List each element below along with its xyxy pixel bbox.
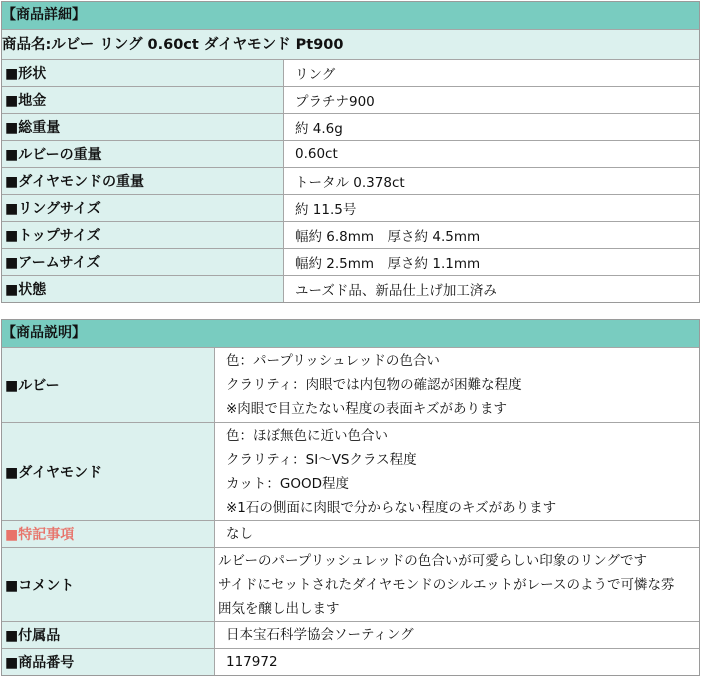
detail-label: ■アームサイズ	[2, 249, 284, 275]
description-row-ruby	[2, 347, 699, 422]
detail-row-arm-size	[2, 248, 699, 275]
description-label-special: ■特記事項	[2, 521, 215, 547]
detail-value: 幅約 6.8mm 厚さ約 4.5mm	[295, 229, 481, 245]
description-value	[215, 622, 699, 648]
description-line: 117972	[226, 654, 278, 670]
detail-row-shape	[2, 59, 699, 86]
description-line: ※1石の側面に肉眼で分からない程度のキズがあります	[226, 499, 557, 516]
detail-value: リング	[295, 67, 336, 83]
description-label: ■商品番号	[2, 649, 215, 675]
description-value	[215, 649, 699, 675]
product-details-table	[1, 1, 700, 303]
description-row-comment	[2, 547, 699, 621]
detail-row-diamond-weight	[2, 167, 699, 194]
detail-row-condition	[2, 275, 699, 302]
description-row-diamond	[2, 422, 699, 520]
description-line: ※肉眼で目立たない程度の表面キズがあります	[226, 401, 508, 417]
description-line: 囲気を醸し出します	[218, 600, 340, 617]
description-value	[215, 423, 699, 520]
description-header: 【商品説明】	[2, 320, 699, 347]
description-line: 色：ほぼ無色に近い色合い	[226, 427, 388, 444]
detail-value: ユーズド品、新品仕上げ加工済み	[295, 283, 497, 299]
description-line: サイドにセットされたダイヤモンドのシルエットがレースのようで可憐な雰	[218, 576, 675, 593]
description-label: ■コメント	[2, 548, 215, 621]
detail-label: ■ダイヤモンドの重量	[2, 168, 284, 194]
detail-value: プラチナ900	[295, 94, 375, 110]
detail-label: ■状態	[2, 276, 284, 302]
description-label: ■ルビー	[2, 348, 215, 422]
detail-row-top-size	[2, 221, 699, 248]
description-line: クラリティ：肉眼では内包物の確認が困難な程度	[226, 377, 522, 393]
detail-label: ■トップサイズ	[2, 222, 284, 248]
description-row-special	[2, 520, 699, 547]
description-line: ルビーのパープリッシュレッドの色合いが可愛らしい印象のリングです	[218, 552, 648, 569]
description-value	[215, 348, 699, 422]
description-value	[215, 521, 699, 547]
detail-value: 幅約 2.5mm 厚さ約 1.1mm	[295, 256, 481, 272]
detail-label: ■地金	[2, 87, 284, 113]
detail-label: ■形状	[2, 60, 284, 86]
description-line: 日本宝石科学協会ソーティング	[226, 627, 414, 643]
detail-value: トータル 0.378ct	[295, 175, 405, 191]
description-label: ■付属品	[2, 622, 215, 648]
product-name-row: 商品名:ルビー リング 0.60ct ダイヤモンド Pt900	[2, 29, 699, 59]
description-line: 色：パープリッシュレッドの色合い	[226, 353, 440, 369]
detail-label: ■リングサイズ	[2, 195, 284, 221]
description-label: ■ダイヤモンド	[2, 423, 215, 520]
detail-value: 0.60ct	[295, 146, 338, 162]
detail-value: 約 4.6g	[295, 121, 343, 137]
description-line: クラリティ：SI～VSクラス程度	[226, 451, 417, 468]
description-row-accessories	[2, 621, 699, 648]
detail-row-ring-size	[2, 194, 699, 221]
description-line: なし	[226, 526, 253, 542]
detail-label: ■ルビーの重量	[2, 141, 284, 167]
description-row-product-no	[2, 648, 699, 675]
detail-row-metal	[2, 86, 699, 113]
detail-value: 約 11.5号	[295, 202, 357, 218]
details-header: 【商品詳細】	[2, 2, 699, 29]
product-description-table	[1, 319, 700, 676]
detail-row-total-weight	[2, 113, 699, 140]
detail-label: ■総重量	[2, 114, 284, 140]
detail-row-ruby-weight	[2, 140, 699, 167]
description-value	[215, 548, 699, 621]
description-line: カット：GOOD程度	[226, 475, 349, 492]
